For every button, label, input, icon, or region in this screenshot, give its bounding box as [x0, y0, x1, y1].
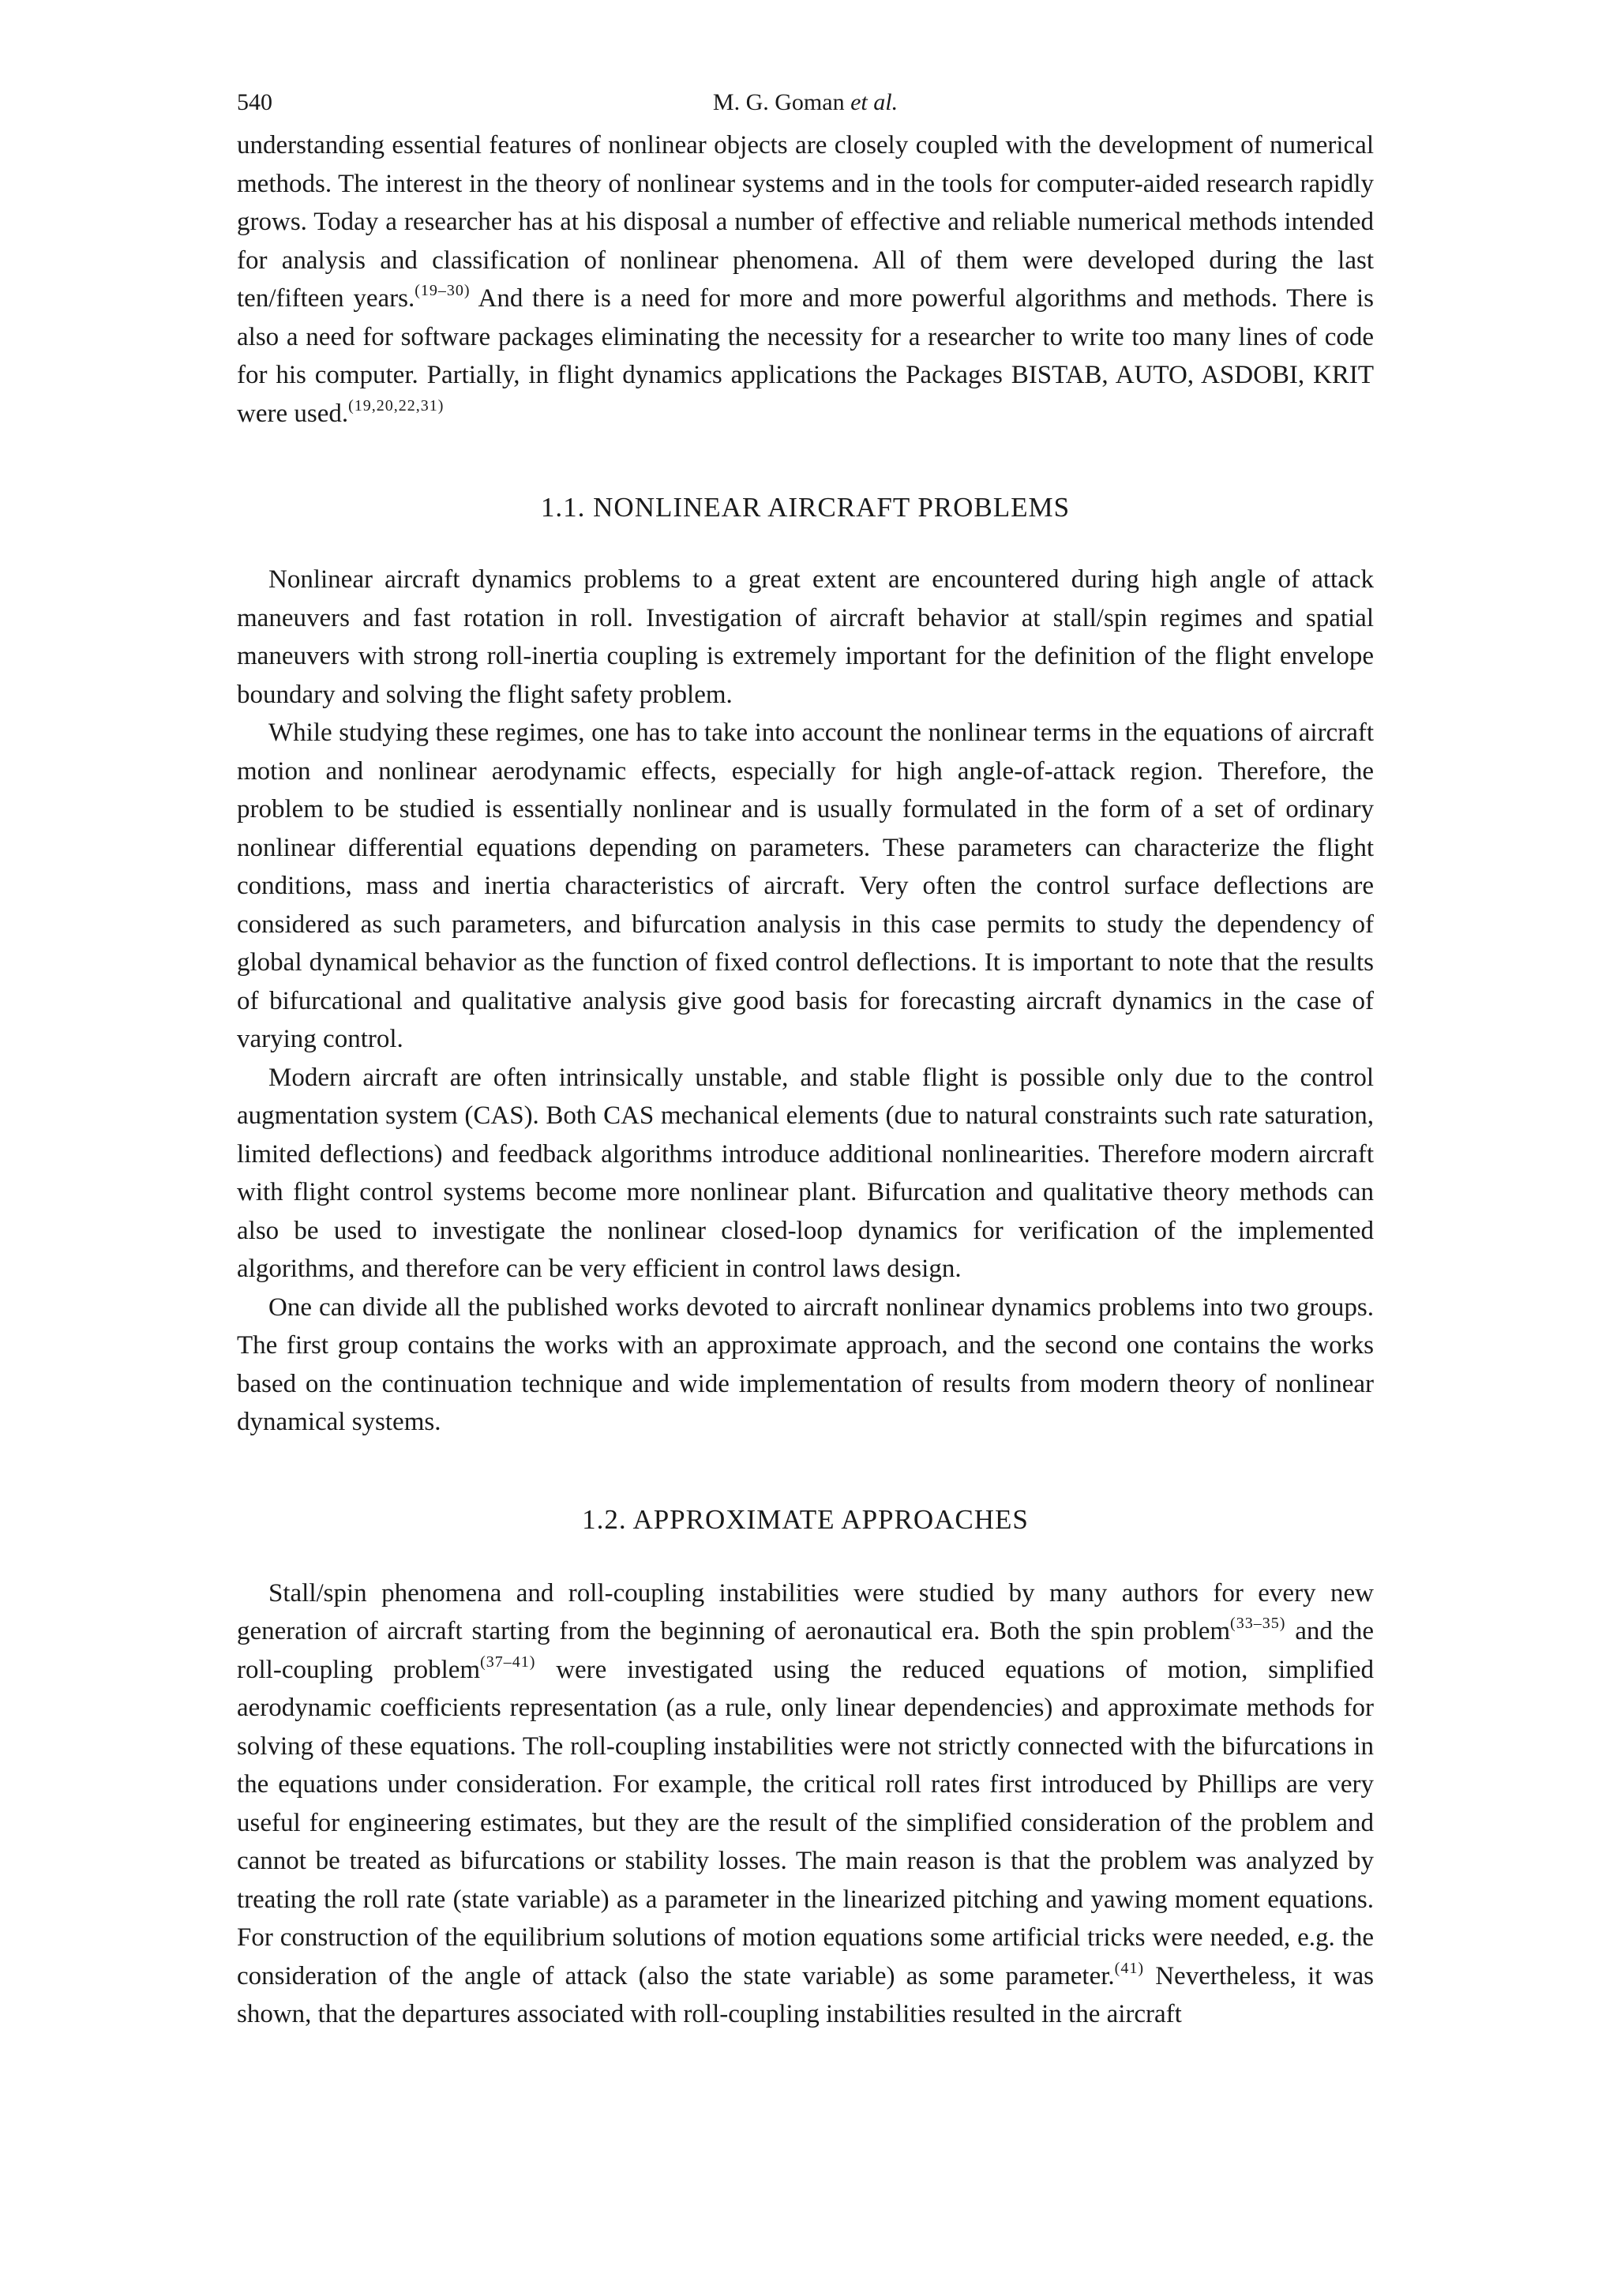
intro-paragraph: understanding essential features of nonlinear objects are closely coupled with the development of numerical methods. The interest in the theory of nonlinear systems and in the tools for computer-aided research rapidly grows. Today a researcher has at his disposal a number of effective and reliable numerical methods intended for analysis and classification of nonlinear phenomena. All of them were developed during the last ten/fifteen years.$^{(19-30)}$ And there is a need for more and more powerful algorithms and methods. There is also a need for software packages eliminating the necessity for a researcher to write too many lines of code for his computer. Partially, in flight dynamics applications the Packages BISTAB, AUTO, ASDOBI, KRIT were used.$^{(19,20,22,31)}$: [237, 131, 1374, 428]
running-title-et-al: et al.: [850, 89, 899, 115]
running-title: [237, 79, 1374, 126]
paragraph: Modern aircraft are often intrinsically unstable, and stable flight is possible only due to the control augmentation system (CAS). Both CAS mechanical elements (due to natural constraints such rate saturation, limited deflections) and feedback algorithms introduce additional nonlinearities. Therefore modern aircraft with flight control systems become more nonlinear plant. Bifurcation and qualitative theory methods can also be used to investigate the nonlinear closed-loop dynamics for verification of the implemented algorithms, and therefore can be very efficient in control laws design.: [237, 1063, 1374, 1283]
citation: (19–30): [415, 282, 471, 299]
paragraph: While studying these regimes, one has to take into account the nonlinear terms in the equations of aircraft motion and nonlinear aerodynamic effects, especially for high angle-of-attack region. Therefore, the problem to be studied is essentially nonlinear and is usually formulated in the form of a set of ordinary nonlinear differential equations depending on parameters. These parameters can characterize the flight conditions, mass and inertia characteristics of aircraft. Very often the control surface deflections are considered as such parameters, and bifurcation analysis in this case permits to study the dependency of global dynamical behavior as the function of fixed control deflections. It is important to note that the results of bifurcational and qualitative analysis give good basis for forecasting aircraft dynamics in the case of varying control.: [237, 718, 1374, 1053]
citation: (37–41): [480, 1653, 536, 1671]
citation: (33–35): [1230, 1615, 1286, 1632]
running-head: [237, 79, 1374, 126]
citation: (41): [1114, 1959, 1144, 1977]
running-title-authors: M. G. Goman: [712, 89, 845, 115]
section-heading-1-2: 1.2. APPROXIMATE APPROACHES: [582, 1503, 1029, 1535]
section-heading-1-1: 1.1. NONLINEAR AIRCRAFT PROBLEMS: [540, 492, 1071, 523]
page: [237, 79, 1374, 2034]
paragraph: One can divide all the published works devoted to aircraft nonlinear dynamics problems into two groups. The first group contains the works with an approximate approach, and the second one contains the works based on the continuation technique and wide implementation of results from modern theory of nonlinear dynamical systems.: [237, 1292, 1374, 1436]
page-number: 540: [237, 89, 272, 115]
paragraph: Nonlinear aircraft dynamics problems to a great extent are encountered during high angle of attack maneuvers and fast rotation in roll. Investigation of aircraft behavior at stall/spin regimes and spatial maneuvers with strong roll-inertia coupling is extremely important for the definition of the flight envelope boundary and solving the flight safety problem.: [237, 565, 1374, 709]
paragraph: Stall/spin phenomena and roll-coupling instabilities were studied by many authors for every new generation of aircraft starting from the beginning of aeronautical era. Both the spin problem$^{(33-35)}$ and the roll-coupling problem$^{(37-41)}$ were investigated using the reduced equations of motion, simplified aerodynamic coefficients representation (as a rule, only linear dependencies) and approximate methods for solving of these equations. The roll-coupling instabilities were not strictly connected with the bifurcations in the equations under consideration. For example, the critical roll rates first introduced by Phillips are very useful for engineering estimates, but they are the result of the simplified consideration of the problem and cannot be treated as bifurcations or stability losses. The main reason is that the problem was analyzed by treating the roll rate (state variable) as a parameter in the linearized pitching and yawing moment equations. For construction of the equilibrium solutions of motion equations some artificial tricks were needed, e.g. the consideration of the angle of attack (also the state variable) as some parameter.$^{(41)}$ Nevertheless, it was shown, that the departures associated with roll-coupling instabilities resulted in the aircraft: [237, 1578, 1375, 2028]
citation: (19,20,22,31): [348, 396, 445, 415]
